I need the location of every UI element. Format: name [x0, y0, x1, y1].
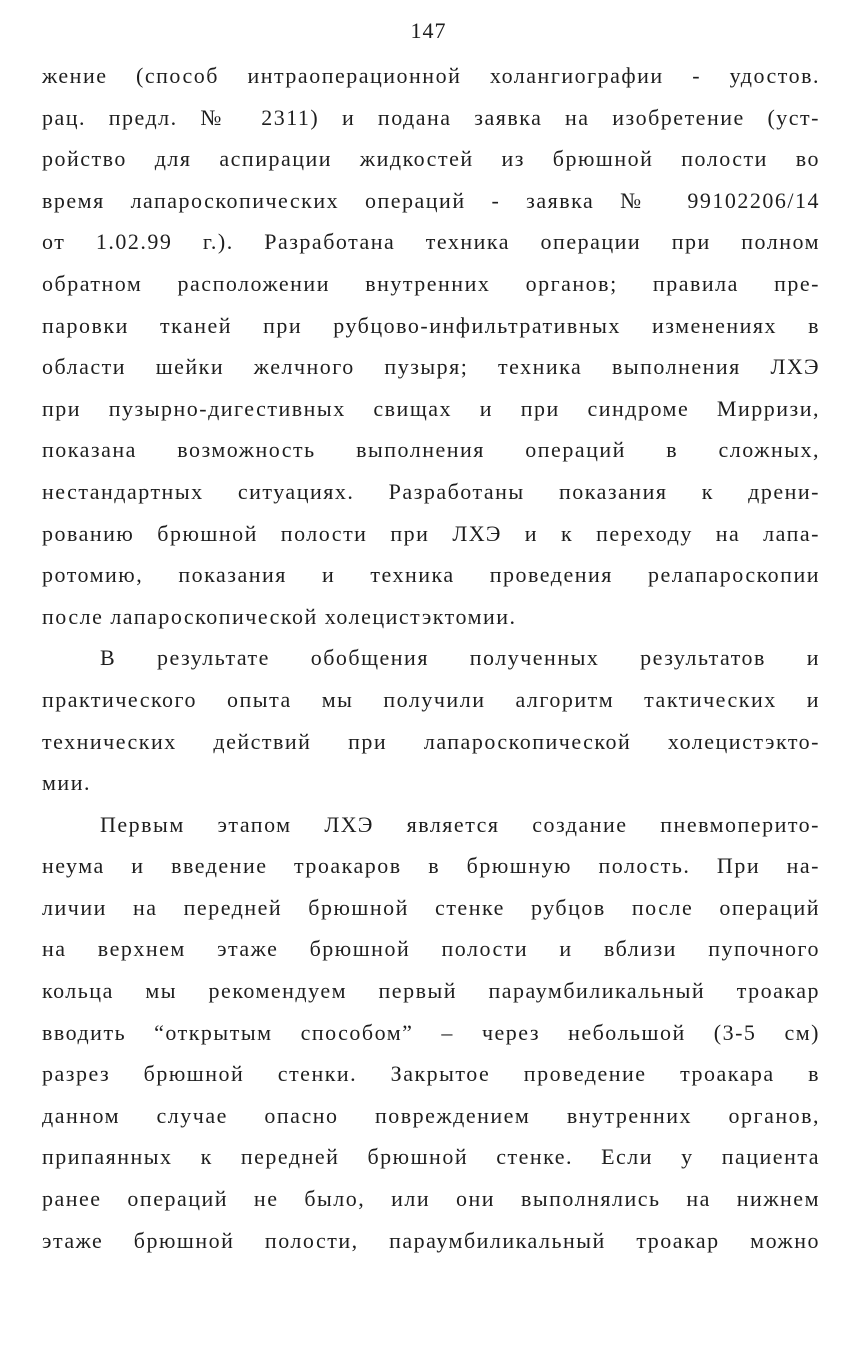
- text-line: ройство для аспирации жидкостей из брюшной полости во: [42, 146, 820, 172]
- text-line: неума и введение троакаров в брюшную полость. При на-: [42, 853, 820, 879]
- text-line: нестандартных ситуациях. Разработаны показания к дрени-: [42, 478, 820, 504]
- paragraph-2: [42, 637, 820, 803]
- text-line: время лапароскопических операций - заявка № 99102206/14: [42, 187, 820, 213]
- paragraph-3: [42, 804, 820, 1262]
- body-text: [42, 55, 820, 1261]
- text-line: после лапароскопической холецистэктомии.: [42, 603, 517, 629]
- text-line: технических действий при лапароскопической холецистэкто-: [42, 728, 820, 754]
- text-line: практического опыта мы получили алгоритм тактических и: [42, 686, 820, 712]
- text-line: ранее операций не было, или они выполнялись на нижнем: [42, 1186, 820, 1212]
- text-line: вводить “открытым способом” – через небольшой (3-5 см): [42, 1019, 820, 1045]
- text-line: при пузырно-дигестивных свищах и при синдроме Мирризи,: [42, 395, 820, 421]
- text-line: показана возможность выполнения операций в сложных,: [42, 437, 820, 463]
- text-line: разрез брюшной стенки. Закрытое проведение троакара в: [42, 1061, 820, 1087]
- text-line: данном случае опасно повреждением внутренних органов,: [42, 1102, 820, 1128]
- text-line: рованию брюшной полости при ЛХЭ и к переходу на лапа-: [42, 520, 820, 546]
- text-line: рац. предл. № 2311) и подана заявка на изобретение (уст-: [42, 104, 820, 130]
- text-line: от 1.02.99 г.). Разработана техника операции при полном: [42, 229, 820, 255]
- text-line: паровки тканей при рубцово-инфильтративных изменениях в: [42, 312, 820, 338]
- text-line: припаянных к передней брюшной стенке. Если у пациента: [42, 1144, 820, 1170]
- text-line: мии.: [42, 770, 91, 796]
- text-line: обратном расположении внутренних органов; правила пре-: [42, 270, 820, 296]
- text-line: Первым этапом ЛХЭ является создание пневмоперито-: [100, 811, 820, 837]
- text-line: ротомию, показания и техника проведения релапароскопии: [42, 562, 820, 588]
- text-line: кольца мы рекомендуем первый параумбиликальный троакар: [42, 978, 820, 1004]
- text-line: области шейки желчного пузыря; техника выполнения ЛХЭ: [42, 354, 820, 380]
- paragraph-1: [42, 55, 820, 637]
- text-line: личии на передней брюшной стенке рубцов после операций: [42, 894, 820, 920]
- page-number: 147: [410, 18, 447, 43]
- text-line: В результате обобщения полученных результатов и: [100, 645, 820, 671]
- text-line: этаже брюшной полости, параумбиликальный троакар можно: [42, 1227, 820, 1253]
- text-line: жение (способ интраоперационной холангиографии - удостов.: [42, 63, 820, 88]
- text-line: на верхнем этаже брюшной полости и вблизи пупочного: [42, 936, 820, 962]
